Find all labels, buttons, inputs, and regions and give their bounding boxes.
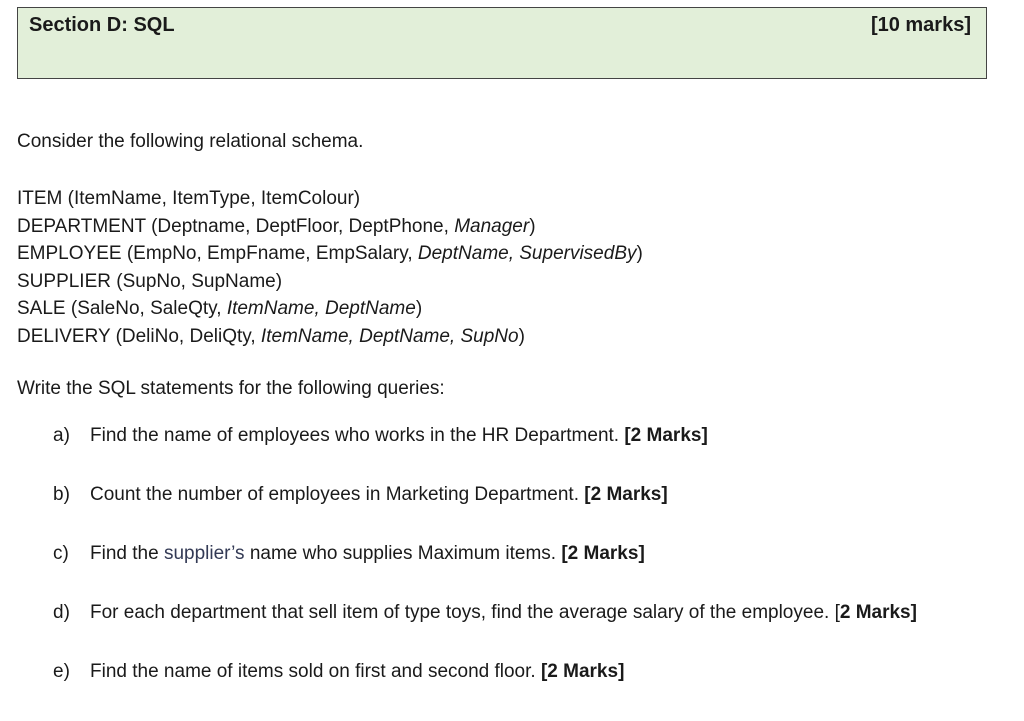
question-e	[53, 661, 624, 683]
foreign-key: ItemName, DeptName, SupNo	[260, 325, 519, 347]
question-letter: d)	[53, 602, 70, 623]
section-marks: [10 marks]	[870, 14, 971, 36]
schema-row-department: DEPARTMENT (Deptname, DeptFloor, DeptPhone, Manager)	[17, 215, 536, 237]
foreign-key: DeptName, SupervisedBy	[417, 243, 637, 264]
question-text: Find the	[90, 543, 164, 564]
question-marks: [2 Marks]	[584, 484, 668, 505]
question-text: Find the name of items sold on first and second floor.	[90, 661, 541, 682]
question-b	[53, 484, 668, 506]
question-text: Count the number of employees in Marketing Department.	[90, 484, 585, 505]
question-marks: [2 Marks]	[561, 543, 645, 564]
question-letter: a)	[53, 425, 70, 446]
relational-schema	[17, 185, 643, 350]
question-letter: b)	[53, 484, 70, 505]
instruction-text: Write the SQL statements for the following queries:	[17, 378, 445, 399]
schema-row-supplier: SUPPLIER (SupNo, SupName)	[17, 270, 283, 292]
foreign-key: Manager	[454, 215, 530, 237]
schema-row-delivery: DELIVERY (DeliNo, DeliQty, ItemName, DeptName, SupNo)	[17, 325, 525, 347]
question-c	[53, 543, 645, 565]
schema-row-sale: SALE (SaleNo, SaleQty, ItemName, DeptName)	[17, 298, 423, 319]
question-text: For each department that sell item of type toys, find the average salary of the employee. [	[90, 602, 840, 623]
schema-row-employee: EMPLOYEE (EmpNo, EmpFname, EmpSalary, DeptName, SupervisedBy)	[17, 243, 643, 264]
question-letter: c)	[53, 543, 69, 564]
intro-text: Consider the following relational schema.	[17, 131, 364, 152]
question-d	[53, 602, 917, 624]
section-title: Section D: SQL	[29, 14, 175, 36]
question-marks: [2 Marks]	[540, 661, 625, 682]
question-a	[53, 425, 708, 447]
schema-row-item: ITEM (ItemName, ItemType, ItemColour)	[17, 188, 361, 209]
question-text: Find the name of employees who works in the HR Department.	[90, 425, 625, 446]
foreign-key: ItemName, DeptName	[226, 298, 416, 319]
question-text: name who supplies Maximum items.	[244, 543, 562, 564]
section-header-box	[17, 7, 987, 79]
question-text-highlight: supplier’s	[163, 543, 245, 564]
question-marks: [2 Marks]	[624, 425, 708, 446]
question-letter: e)	[53, 661, 70, 682]
question-marks: 2 Marks]	[839, 602, 917, 623]
